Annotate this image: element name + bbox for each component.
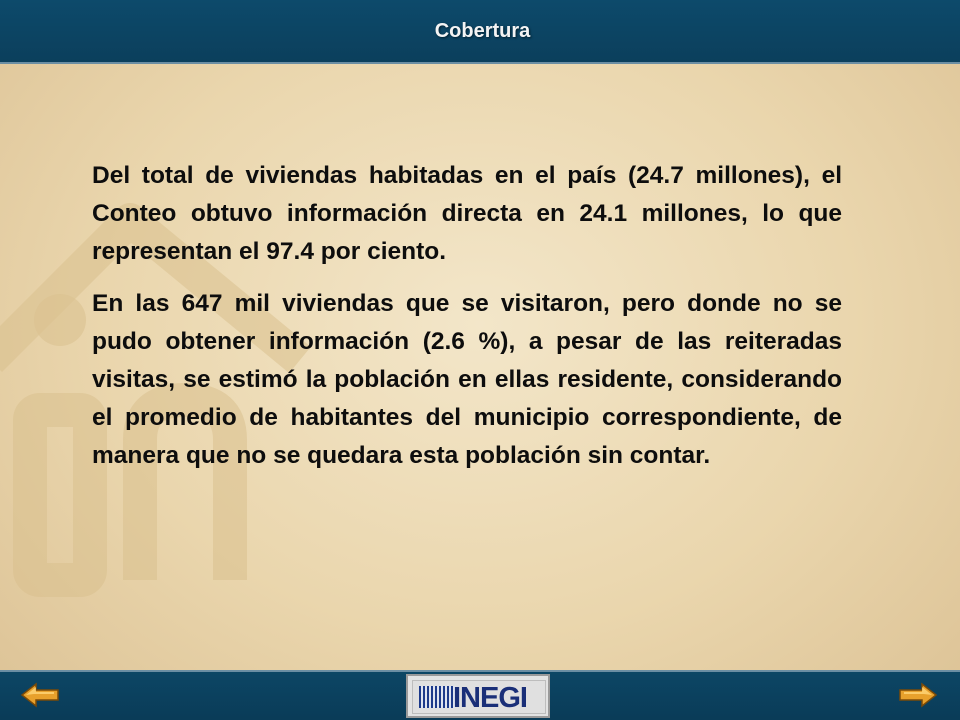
arrow-left-icon	[20, 681, 62, 709]
previous-slide-button[interactable]	[20, 681, 62, 709]
inegi-logo	[406, 674, 550, 718]
logo-frame	[412, 680, 546, 714]
logo-stripes	[419, 686, 455, 708]
slide-title: Cobertura	[434, 20, 531, 42]
slide-body	[92, 157, 842, 475]
next-slide-button[interactable]	[896, 681, 938, 709]
paragraph-coverage: Del total de viviendas habitadas en el país (24.7 millones), el Conteo obtuvo información directa en 24.1 millones, lo que representan el 97.4 por ciento.	[92, 162, 842, 265]
arrow-right-icon	[896, 681, 938, 709]
paragraph-estimation: En las 647 mil viviendas que se visitaron, pero donde no se pudo obtener información (2.6 %), a pesar de las reiteradas visitas, se estimó la población en ellas residente, considerando el promedio de habitantes del municipio correspondiente, de manera que no se quedara esta población sin contar.	[92, 290, 842, 469]
logo-text: INEGI	[453, 682, 527, 714]
